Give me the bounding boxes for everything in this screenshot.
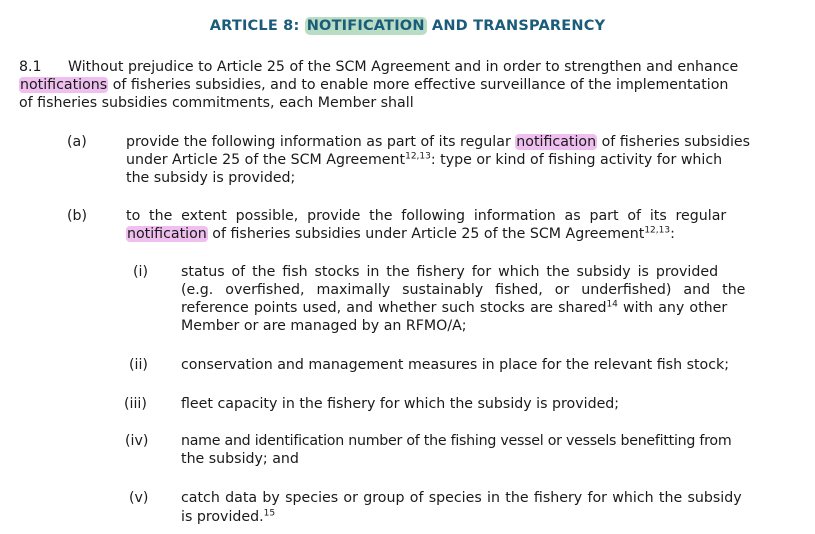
title-highlight: NOTIFICATION [306, 18, 425, 34]
item-text: under Article 25 of the SCM Agreement [126, 152, 406, 168]
para-text: of fisheries subsidies, and to enable more effective surveillance of the implementation [108, 77, 729, 93]
subitem-line: the subsidy; and [181, 451, 299, 467]
subitem-line: name and identification number of the fishing vessel or vessels benefitting from [181, 433, 732, 449]
subitem-line [181, 508, 275, 527]
para-line-2 [19, 76, 728, 95]
item-text: of fisheries subsidies under Article 25 of the SCM Agreement [207, 226, 645, 242]
para-line-1: Without prejudice to Article 25 of the SCM Agreement and in order to strengthen and enhance [68, 59, 739, 75]
footnote-ref[interactable]: 14 [606, 299, 618, 310]
subitem-line: conservation and management measures in place for the relevant fish stock; [181, 357, 729, 373]
search-highlight: notification [516, 134, 597, 150]
item-label: (b) [67, 208, 88, 224]
article-title-suffix: AND TRANSPARENCY [426, 18, 606, 34]
item-line-2 [126, 151, 722, 170]
article-title [0, 18, 815, 34]
item-line-3: the subsidy is provided; [126, 170, 296, 186]
subitem-line: Member or are managed by an RFMO/A; [181, 318, 467, 334]
subitem-line: status of the fish stocks in the fishery for which the subsidy is provided [181, 264, 719, 280]
subitem-line: catch data by species or group of species in the fishery for which the subsidy [181, 490, 742, 506]
item-text: of fisheries subsidies [597, 134, 751, 150]
footnote-ref[interactable]: 12,13 [405, 151, 431, 162]
search-highlight: notifications [20, 77, 108, 93]
subitem-line: (e.g. overfished, maximally sustainably fished, or underfished) and the [181, 282, 746, 298]
subitem-text: with any other [617, 300, 728, 316]
subitem-label: (iii) [124, 396, 147, 412]
subitem-label: (i) [133, 264, 149, 280]
subitem-label: (v) [129, 490, 149, 506]
footnote-ref[interactable]: 15 [263, 508, 276, 519]
subitem-label: (iv) [125, 433, 149, 449]
item-text: : [670, 226, 675, 242]
item-label: (a) [67, 134, 87, 150]
para-number: 8.1 [19, 59, 42, 75]
subitem-text: is provided. [181, 509, 264, 525]
item-text: : type or kind of fishing activity for which [430, 152, 723, 168]
search-highlight: notification [127, 226, 207, 242]
footnote-ref[interactable]: 12,13 [644, 225, 671, 236]
para-line-3: of fisheries subsidies commitments, each Member shall [19, 95, 414, 111]
article-title-prefix: ARTICLE 8: [209, 18, 305, 34]
item-line-2 [126, 225, 675, 244]
item-text: provide the following information as part of its regular [126, 134, 516, 150]
item-line-1: to the extent possible, provide the following information as part of its regular [126, 208, 727, 224]
subitem-text: reference points used, and whether such stocks are shared [181, 300, 607, 316]
item-line-1 [126, 133, 750, 152]
subitem-label: (ii) [129, 357, 148, 373]
subitem-line [181, 299, 727, 318]
subitem-line: fleet capacity in the fishery for which the subsidy is provided; [181, 396, 620, 412]
